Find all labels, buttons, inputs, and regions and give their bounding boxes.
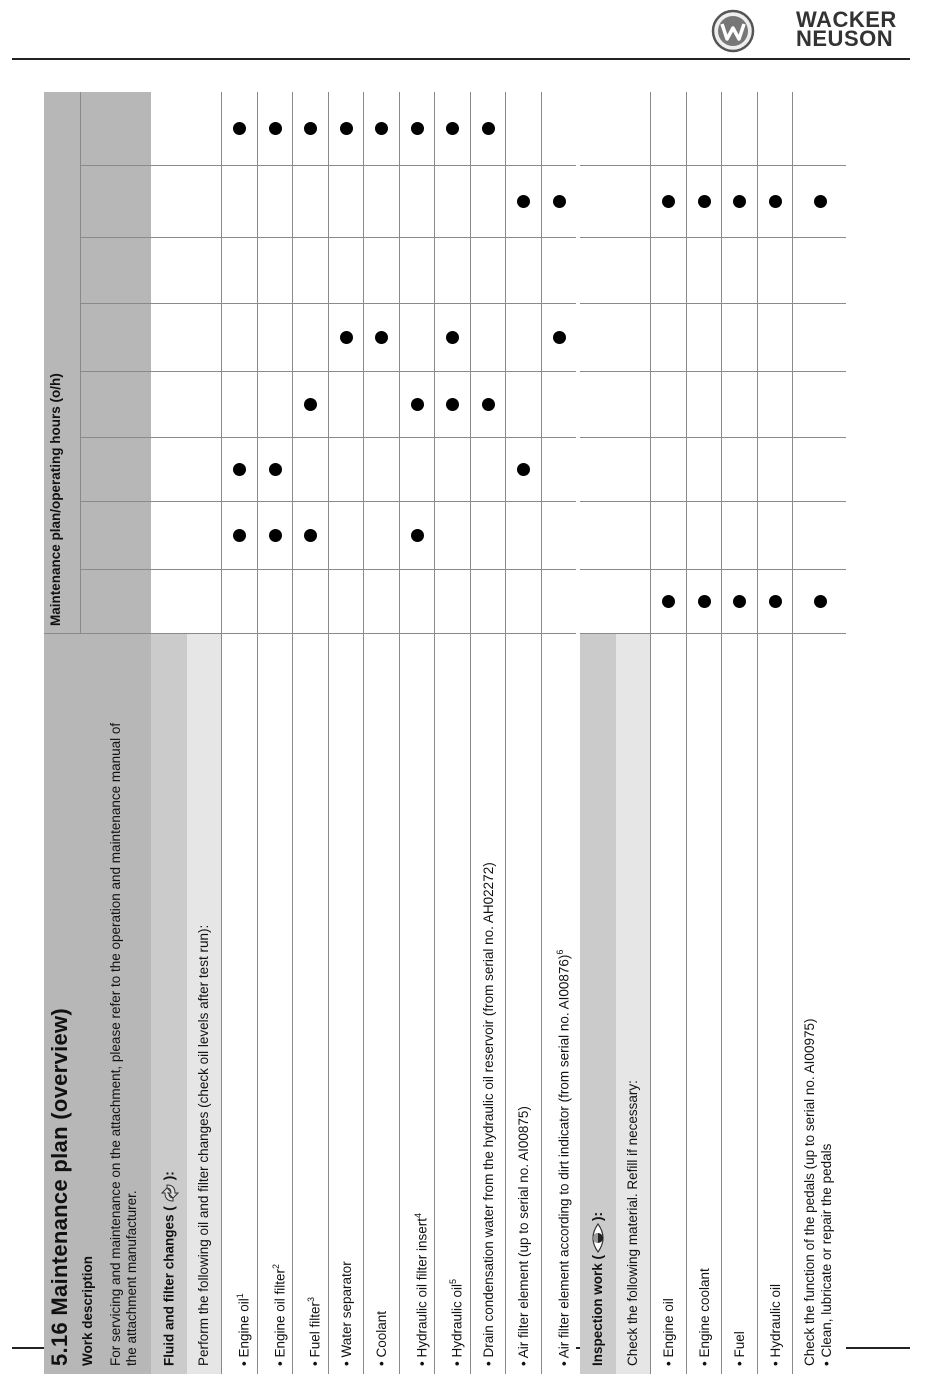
table-row-label xyxy=(268,1264,289,1366)
column-divider xyxy=(222,237,257,238)
column-divider xyxy=(151,303,187,304)
column-divider xyxy=(329,501,364,502)
row-1-dot-2 xyxy=(269,464,282,477)
column-divider xyxy=(758,371,793,372)
row-9-dot-4 xyxy=(553,332,566,345)
inspection-section-instruction: Check the following material. Refill if necessary: xyxy=(625,1080,640,1366)
column-divider xyxy=(151,237,187,238)
column-divider xyxy=(580,633,616,634)
column-divider xyxy=(222,633,257,634)
column-divider xyxy=(400,371,435,372)
column-divider xyxy=(151,437,187,438)
fluid-section-instruction: Perform the following oil and filter changes (check oil levels after test run): xyxy=(196,924,211,1366)
column-divider xyxy=(329,633,364,634)
inspection-section-header xyxy=(580,92,616,1374)
row-4-dot-7 xyxy=(375,123,388,136)
footnote-marker: 4 xyxy=(412,1212,423,1218)
fluid-section-label-prefix: Fluid and filter changes ( xyxy=(161,1206,177,1366)
plan-area-blank xyxy=(580,92,616,634)
inspection-row-0-dot-0 xyxy=(662,596,675,609)
attachment-note-line-2: the attachment manufacturer. xyxy=(124,1190,139,1366)
inspection-row-4-dot-0 xyxy=(814,596,827,609)
column-divider xyxy=(364,371,399,372)
column-divider xyxy=(435,303,470,304)
column-divider xyxy=(187,165,221,166)
footnote-marker: 2 xyxy=(270,1263,281,1269)
column-header-divider xyxy=(44,633,151,634)
column-divider xyxy=(151,501,187,502)
column-divider xyxy=(722,633,757,634)
column-divider xyxy=(793,165,846,166)
column-divider xyxy=(293,303,328,304)
row-label-text: • Fuel filter xyxy=(307,1302,323,1366)
column-divider xyxy=(758,437,793,438)
column-divider xyxy=(151,569,187,570)
row-1-dot-7 xyxy=(269,123,282,136)
table-row xyxy=(650,92,686,1374)
column-divider xyxy=(722,501,757,502)
column-header-divider xyxy=(80,165,151,166)
column-divider xyxy=(687,437,722,438)
footnote-marker: 3 xyxy=(306,1296,316,1302)
column-divider xyxy=(151,633,187,634)
inspection-row-1-dot-6 xyxy=(698,196,711,209)
row-5-dot-3 xyxy=(411,399,424,412)
column-divider xyxy=(542,569,577,570)
column-divider xyxy=(722,437,757,438)
inspection-row-3-dot-6 xyxy=(769,196,782,209)
row-label-line-2: • Clean, lubricate or repair the pedals xyxy=(819,1143,834,1366)
column-divider xyxy=(758,165,793,166)
row-6-dot-4 xyxy=(446,332,459,345)
column-divider xyxy=(687,501,722,502)
row-label-text: • Air filter element (up to serial no. AI00875) xyxy=(516,1106,531,1366)
column-divider xyxy=(687,569,722,570)
brand-logo-text xyxy=(796,7,897,51)
column-divider xyxy=(187,437,221,438)
column-divider xyxy=(651,165,686,166)
fluid-section-label xyxy=(161,1171,179,1366)
column-divider xyxy=(580,501,616,502)
column-divider xyxy=(187,303,221,304)
column-divider xyxy=(435,237,470,238)
fluid-section-header xyxy=(151,92,187,1374)
row-7-dot-7 xyxy=(482,123,495,136)
row-label-text: • Coolant xyxy=(374,1310,389,1366)
column-divider xyxy=(364,165,399,166)
column-divider xyxy=(758,237,793,238)
wacker-neuson-w-logo-icon xyxy=(711,9,755,53)
column-divider xyxy=(293,371,328,372)
fluid-section-instruction-row xyxy=(187,92,221,1374)
column-divider xyxy=(187,237,221,238)
table-row-label: • Hydraulic oil xyxy=(767,1283,783,1366)
row-2-dot-3 xyxy=(304,399,317,412)
column-divider xyxy=(722,303,757,304)
column-divider xyxy=(258,437,293,438)
column-divider xyxy=(651,303,686,304)
column-divider xyxy=(187,633,221,634)
table-row xyxy=(328,92,364,1374)
row-label-text: • Hydraulic oil xyxy=(449,1283,465,1366)
row-3-dot-7 xyxy=(340,123,353,136)
column-divider xyxy=(651,437,686,438)
column-divider xyxy=(222,501,257,502)
footnote-marker: 1 xyxy=(235,1293,245,1299)
column-divider xyxy=(616,501,650,502)
attachment-note-line-1: For servicing and maintenance on the attachment, please refer to the operation and maintenance manual of xyxy=(108,722,123,1366)
column-divider xyxy=(258,237,293,238)
column-divider xyxy=(258,633,293,634)
column-divider xyxy=(293,237,328,238)
column-divider xyxy=(400,569,435,570)
table-row xyxy=(399,92,435,1374)
column-divider xyxy=(258,303,293,304)
column-header-divider xyxy=(80,237,151,238)
column-divider xyxy=(506,437,541,438)
column-divider xyxy=(506,633,541,634)
column-divider xyxy=(580,371,616,372)
row-label-text: • Air filter element according to dirt indicator (from serial no. AI00876) xyxy=(556,954,571,1366)
row-label-line-1: Check the function of the pedals (up to serial no. AI00975) xyxy=(802,1018,817,1366)
column-header-divider xyxy=(80,371,151,372)
column-divider xyxy=(471,303,506,304)
column-divider xyxy=(400,437,435,438)
table-row xyxy=(541,92,577,1374)
column-divider xyxy=(187,569,221,570)
footnote-marker: 5 xyxy=(448,1278,458,1284)
column-divider xyxy=(542,437,577,438)
row-5-dot-7 xyxy=(411,123,424,136)
column-divider xyxy=(580,569,616,570)
column-divider xyxy=(400,633,435,634)
fluid-change-icon xyxy=(161,1182,179,1204)
column-divider xyxy=(222,569,257,570)
column-divider xyxy=(651,633,686,634)
column-divider xyxy=(435,437,470,438)
row-8-dot-6 xyxy=(517,196,530,209)
column-divider xyxy=(435,633,470,634)
column-divider xyxy=(758,501,793,502)
row-4-dot-4 xyxy=(375,332,388,345)
maintenance-plan-table xyxy=(44,92,896,1374)
row-6-dot-7 xyxy=(446,123,459,136)
page-title: 5.16 Maintenance plan (overview) xyxy=(47,1007,72,1366)
table-row-label xyxy=(374,1311,390,1366)
column-header-divider xyxy=(80,303,151,304)
column-divider xyxy=(400,237,435,238)
table-row-label xyxy=(516,1106,532,1366)
row-5-dot-1 xyxy=(411,530,424,543)
row-2-dot-7 xyxy=(304,123,317,136)
column-divider xyxy=(651,501,686,502)
plan-area-blank xyxy=(151,92,187,634)
table-row-label xyxy=(339,1261,355,1366)
plan-area-blank xyxy=(187,92,221,634)
table-row-label xyxy=(445,1279,466,1366)
column-divider xyxy=(542,237,577,238)
column-divider xyxy=(793,437,846,438)
column-divider xyxy=(329,371,364,372)
column-divider xyxy=(506,237,541,238)
column-divider xyxy=(187,371,221,372)
column-divider xyxy=(506,371,541,372)
brand-line-1: WACKER xyxy=(796,7,897,32)
table-row xyxy=(721,92,757,1374)
column-divider xyxy=(616,569,650,570)
column-divider xyxy=(364,569,399,570)
column-divider xyxy=(293,437,328,438)
row-0-dot-7 xyxy=(233,123,246,136)
column-divider xyxy=(471,437,506,438)
column-divider xyxy=(722,569,757,570)
column-divider xyxy=(616,437,650,438)
table-row xyxy=(292,92,328,1374)
column-divider xyxy=(687,237,722,238)
column-divider xyxy=(364,437,399,438)
inspection-row-2-dot-6 xyxy=(733,196,746,209)
table-row xyxy=(257,92,293,1374)
column-divider xyxy=(580,303,616,304)
row-3-dot-4 xyxy=(340,332,353,345)
column-divider xyxy=(258,371,293,372)
column-divider xyxy=(329,303,364,304)
column-header-divider xyxy=(80,501,151,502)
column-divider xyxy=(616,371,650,372)
table-row-label xyxy=(410,1213,431,1366)
column-divider xyxy=(722,371,757,372)
column-divider xyxy=(793,633,846,634)
column-divider xyxy=(793,501,846,502)
column-divider xyxy=(435,371,470,372)
inspection-row-2-dot-0 xyxy=(733,596,746,609)
column-divider xyxy=(364,633,399,634)
column-divider xyxy=(758,569,793,570)
row-0-dot-2 xyxy=(233,464,246,477)
row-2-dot-1 xyxy=(304,530,317,543)
column-divider xyxy=(187,501,221,502)
table-row-label xyxy=(232,1293,253,1366)
column-divider xyxy=(364,501,399,502)
row-9-dot-6 xyxy=(553,196,566,209)
inspection-row-4-dot-6 xyxy=(814,196,827,209)
column-divider xyxy=(222,437,257,438)
column-divider xyxy=(329,437,364,438)
column-divider xyxy=(151,165,187,166)
table-row xyxy=(434,92,470,1374)
table-header xyxy=(44,92,151,1374)
work-description-label: Work description xyxy=(80,1255,95,1366)
row-label-text: • Engine oil xyxy=(236,1298,252,1366)
column-divider xyxy=(506,303,541,304)
column-divider xyxy=(651,237,686,238)
table-row xyxy=(470,92,506,1374)
row-1-dot-1 xyxy=(269,530,282,543)
inspection-section-instruction-row xyxy=(616,92,650,1374)
column-divider xyxy=(293,569,328,570)
column-divider xyxy=(400,303,435,304)
column-divider xyxy=(580,437,616,438)
column-divider xyxy=(258,501,293,502)
footnote-marker: 6 xyxy=(554,949,565,955)
row-0-dot-1 xyxy=(233,530,246,543)
column-divider xyxy=(506,501,541,502)
column-divider xyxy=(616,303,650,304)
column-divider xyxy=(580,237,616,238)
column-divider xyxy=(364,303,399,304)
column-divider xyxy=(151,371,187,372)
table-row xyxy=(221,92,257,1374)
row-label-text: • Drain condensation water from the hydraulic oil reservoir (from serial no. AH02272) xyxy=(480,862,496,1366)
column-divider xyxy=(616,633,650,634)
column-divider xyxy=(793,371,846,372)
column-divider xyxy=(542,371,577,372)
inspection-section-label xyxy=(590,1212,606,1366)
column-divider xyxy=(793,303,846,304)
table-row xyxy=(686,92,722,1374)
column-divider xyxy=(651,569,686,570)
column-header-divider xyxy=(80,437,151,438)
inspection-row-3-dot-0 xyxy=(769,596,782,609)
column-divider xyxy=(793,569,846,570)
column-divider xyxy=(400,165,435,166)
column-divider xyxy=(722,237,757,238)
inspection-section-label-prefix: Inspection work ( xyxy=(590,1254,605,1366)
column-header-divider xyxy=(80,569,151,570)
column-divider xyxy=(258,569,293,570)
plan-header-underline xyxy=(80,92,81,634)
column-divider xyxy=(293,501,328,502)
table-row xyxy=(505,92,541,1374)
eye-icon xyxy=(590,1223,606,1253)
column-divider xyxy=(258,165,293,166)
inspection-row-0-dot-6 xyxy=(662,196,675,209)
column-divider xyxy=(542,501,577,502)
table-row xyxy=(363,92,399,1374)
column-divider xyxy=(471,633,506,634)
column-divider xyxy=(222,303,257,304)
column-divider xyxy=(435,569,470,570)
column-divider xyxy=(506,569,541,570)
column-divider xyxy=(435,501,470,502)
row-label-text: • Water separator xyxy=(338,1261,354,1366)
table-row-label xyxy=(552,950,573,1366)
column-divider xyxy=(222,165,257,166)
row-label-text: • Hydraulic oil filter insert xyxy=(414,1217,429,1366)
column-divider xyxy=(542,165,577,166)
column-divider xyxy=(293,165,328,166)
table-row-label: • Fuel xyxy=(732,1331,747,1366)
column-divider xyxy=(722,165,757,166)
column-divider xyxy=(471,501,506,502)
row-7-dot-3 xyxy=(482,399,495,412)
fluid-section-label-suffix: ): xyxy=(161,1171,177,1181)
column-divider xyxy=(471,237,506,238)
column-divider xyxy=(687,633,722,634)
row-8-dot-2 xyxy=(517,464,530,477)
column-divider xyxy=(580,165,616,166)
column-divider xyxy=(471,165,506,166)
column-divider xyxy=(542,303,577,304)
column-divider xyxy=(542,633,577,634)
plan-area-blank xyxy=(616,92,650,634)
column-divider xyxy=(329,237,364,238)
column-divider xyxy=(616,165,650,166)
row-label-text: • Engine oil filter xyxy=(272,1268,287,1366)
table-row-label xyxy=(481,862,497,1366)
column-divider xyxy=(758,303,793,304)
column-divider xyxy=(435,165,470,166)
column-divider xyxy=(471,371,506,372)
column-divider xyxy=(793,237,846,238)
brand-line-2: NEUSON xyxy=(796,26,894,51)
inspection-section-label-suffix: ): xyxy=(590,1211,605,1221)
column-divider xyxy=(222,371,257,372)
table-row-label: • Engine oil xyxy=(661,1298,676,1366)
column-divider xyxy=(687,165,722,166)
column-divider xyxy=(293,633,328,634)
column-divider xyxy=(364,237,399,238)
table-row xyxy=(792,92,846,1374)
column-divider xyxy=(506,165,541,166)
column-divider xyxy=(329,569,364,570)
column-divider xyxy=(687,371,722,372)
table-row xyxy=(757,92,793,1374)
column-divider xyxy=(400,501,435,502)
row-6-dot-3 xyxy=(446,399,459,412)
header-rule xyxy=(12,58,910,60)
column-divider xyxy=(616,237,650,238)
column-divider xyxy=(651,371,686,372)
plan-header: Maintenance plan/operating hours (o/h) xyxy=(48,373,63,626)
column-divider xyxy=(329,165,364,166)
inspection-row-1-dot-0 xyxy=(698,596,711,609)
table-row-label xyxy=(303,1297,324,1366)
table-row-label: • Engine coolant xyxy=(696,1268,712,1366)
column-divider xyxy=(471,569,506,570)
column-divider xyxy=(758,633,793,634)
column-divider xyxy=(687,303,722,304)
